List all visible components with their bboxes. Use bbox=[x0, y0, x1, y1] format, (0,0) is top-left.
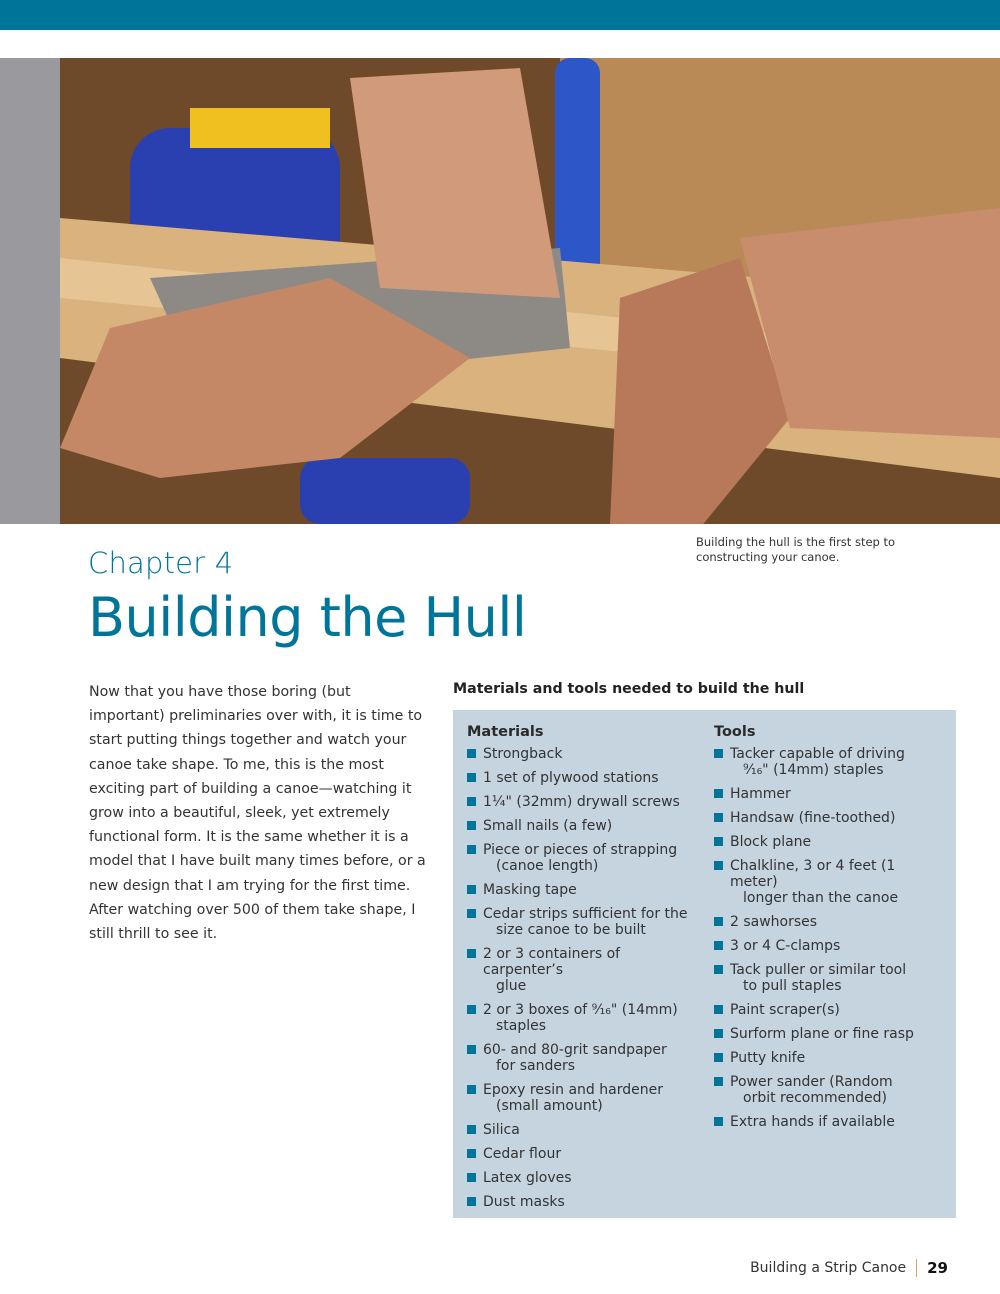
list-item-text: Cedar flour bbox=[483, 1146, 562, 1162]
list-item bbox=[714, 938, 946, 954]
list-item-text: size canoe to be built bbox=[496, 922, 646, 938]
materials-box-heading: Materials and tools needed to build the hull bbox=[453, 681, 805, 697]
list-item-text: Paint scraper(s) bbox=[730, 1002, 840, 1018]
tools-title: Tools bbox=[714, 724, 756, 740]
photo-caption: Building the hull is the first step to constructing your canoe. bbox=[696, 535, 896, 564]
list-item-text: to pull staples bbox=[743, 978, 842, 994]
list-item-text: ⁹⁄₁₆" (14mm) staples bbox=[743, 762, 884, 778]
list-item-text: Cedar strips sufficient for the bbox=[483, 906, 688, 922]
square-bullet-icon bbox=[714, 861, 723, 870]
square-bullet-icon bbox=[467, 1173, 476, 1182]
footer-book-title: Building a Strip Canoe bbox=[750, 1260, 907, 1276]
square-bullet-icon bbox=[714, 1117, 723, 1126]
list-item bbox=[467, 1194, 699, 1210]
tools-list bbox=[714, 746, 946, 1130]
list-item-text: Dust masks bbox=[483, 1194, 565, 1210]
list-item-text: Chalkline, 3 or 4 feet (1 meter) bbox=[730, 858, 896, 890]
list-item-text: staples bbox=[496, 1018, 547, 1034]
list-item-text: Small nails (a few) bbox=[483, 818, 613, 834]
intro-paragraph: Now that you have those boring (but important) preliminaries over with, it is time to start putting things together and watch your canoe take shape. To me, this is the most exciting part of building a canoe—watching it grow into a beautiful, sleek, yet extremely functional form. It is the same whether it is a model that I have built many times before, or a new design that I am trying for the first time. After watching over 500 of them take shape, I still thrill to see it. bbox=[89, 684, 426, 943]
list-item bbox=[714, 1114, 946, 1130]
list-item bbox=[467, 882, 699, 898]
square-bullet-icon bbox=[714, 917, 723, 926]
list-item-text: Extra hands if available bbox=[730, 1114, 895, 1130]
tools-column bbox=[714, 722, 946, 1138]
list-item-text: 2 or 3 containers of carpenter’s bbox=[483, 946, 621, 978]
square-bullet-icon bbox=[467, 845, 476, 854]
list-item-text: glue bbox=[496, 978, 527, 994]
square-bullet-icon bbox=[467, 949, 476, 958]
list-item bbox=[467, 794, 699, 810]
list-item bbox=[467, 842, 699, 874]
list-item-text: for sanders bbox=[496, 1058, 575, 1074]
list-item-text: Strongback bbox=[483, 746, 563, 762]
list-item-text: Piece or pieces of strapping bbox=[483, 842, 678, 858]
list-item bbox=[467, 1170, 699, 1186]
list-item-text: 60- and 80-grit sandpaper bbox=[483, 1042, 667, 1058]
materials-list bbox=[467, 746, 699, 1210]
list-item bbox=[714, 746, 946, 778]
square-bullet-icon bbox=[467, 797, 476, 806]
list-item-text: Handsaw (fine-toothed) bbox=[730, 810, 896, 826]
square-bullet-icon bbox=[467, 1125, 476, 1134]
square-bullet-icon bbox=[467, 885, 476, 894]
list-item-text: Epoxy resin and hardener bbox=[483, 1082, 663, 1098]
list-item-text: Tacker capable of driving bbox=[730, 746, 905, 762]
square-bullet-icon bbox=[714, 1077, 723, 1086]
square-bullet-icon bbox=[467, 821, 476, 830]
square-bullet-icon bbox=[714, 813, 723, 822]
list-item-text: Putty knife bbox=[730, 1050, 806, 1066]
list-item bbox=[467, 746, 699, 762]
list-item-text: Surform plane or fine rasp bbox=[730, 1026, 914, 1042]
list-item bbox=[467, 906, 699, 938]
square-bullet-icon bbox=[467, 1197, 476, 1206]
list-item bbox=[467, 1082, 699, 1114]
list-item-text: orbit recommended) bbox=[743, 1090, 887, 1106]
square-bullet-icon bbox=[714, 941, 723, 950]
list-item bbox=[714, 1026, 946, 1042]
square-bullet-icon bbox=[714, 965, 723, 974]
list-item bbox=[467, 946, 699, 994]
materials-column bbox=[467, 722, 699, 1218]
list-item-text: Power sander (Random bbox=[730, 1074, 893, 1090]
square-bullet-icon bbox=[714, 749, 723, 758]
list-item bbox=[467, 1122, 699, 1138]
list-item-text: Masking tape bbox=[483, 882, 577, 898]
square-bullet-icon bbox=[714, 837, 723, 846]
square-bullet-icon bbox=[714, 789, 723, 798]
square-bullet-icon bbox=[714, 1005, 723, 1014]
list-item bbox=[714, 810, 946, 826]
square-bullet-icon bbox=[467, 1045, 476, 1054]
square-bullet-icon bbox=[467, 1085, 476, 1094]
list-item bbox=[714, 834, 946, 850]
list-item-text: 3 or 4 C-clamps bbox=[730, 938, 841, 954]
page-number: 29 bbox=[927, 1259, 948, 1277]
list-item bbox=[467, 818, 699, 834]
list-item-text: Block plane bbox=[730, 834, 812, 850]
list-item-text: Silica bbox=[483, 1122, 520, 1138]
list-item bbox=[714, 1074, 946, 1106]
list-item-text: longer than the canoe bbox=[743, 890, 899, 906]
list-item-text: Tack puller or similar tool bbox=[730, 962, 907, 978]
list-item-text: 2 or 3 boxes of ⁹⁄₁₆" (14mm) bbox=[483, 1002, 678, 1018]
list-item bbox=[714, 1002, 946, 1018]
list-item-text: 1 set of plywood stations bbox=[483, 770, 659, 786]
list-item bbox=[714, 962, 946, 994]
chapter-photo bbox=[0, 58, 1000, 524]
list-item bbox=[467, 1042, 699, 1074]
list-item-text: 1¼" (32mm) drywall screws bbox=[483, 794, 680, 810]
square-bullet-icon bbox=[467, 1005, 476, 1014]
list-item bbox=[714, 786, 946, 802]
list-item-text: Latex gloves bbox=[483, 1170, 572, 1186]
list-item-text: Hammer bbox=[730, 786, 791, 802]
chapter-title: Building the Hull bbox=[88, 586, 527, 649]
list-item bbox=[467, 770, 699, 786]
square-bullet-icon bbox=[467, 909, 476, 918]
footer-separator bbox=[916, 1259, 917, 1277]
top-color-bar bbox=[0, 0, 1000, 30]
square-bullet-icon bbox=[714, 1053, 723, 1062]
page-footer bbox=[750, 1259, 948, 1277]
list-item bbox=[714, 914, 946, 930]
materials-tools-box bbox=[453, 710, 956, 1218]
square-bullet-icon bbox=[467, 1149, 476, 1158]
list-item bbox=[714, 858, 946, 906]
list-item bbox=[467, 1002, 699, 1034]
photo-hands-stapling-hull bbox=[0, 58, 1000, 524]
list-item-text: (canoe length) bbox=[496, 858, 599, 874]
square-bullet-icon bbox=[467, 773, 476, 782]
materials-title: Materials bbox=[467, 724, 544, 740]
square-bullet-icon bbox=[714, 1029, 723, 1038]
list-item-text: (small amount) bbox=[496, 1098, 603, 1114]
list-item bbox=[467, 1146, 699, 1162]
chapter-label: Chapter 4 bbox=[88, 546, 234, 580]
list-item bbox=[714, 1050, 946, 1066]
square-bullet-icon bbox=[467, 749, 476, 758]
list-item-text: 2 sawhorses bbox=[730, 914, 818, 930]
